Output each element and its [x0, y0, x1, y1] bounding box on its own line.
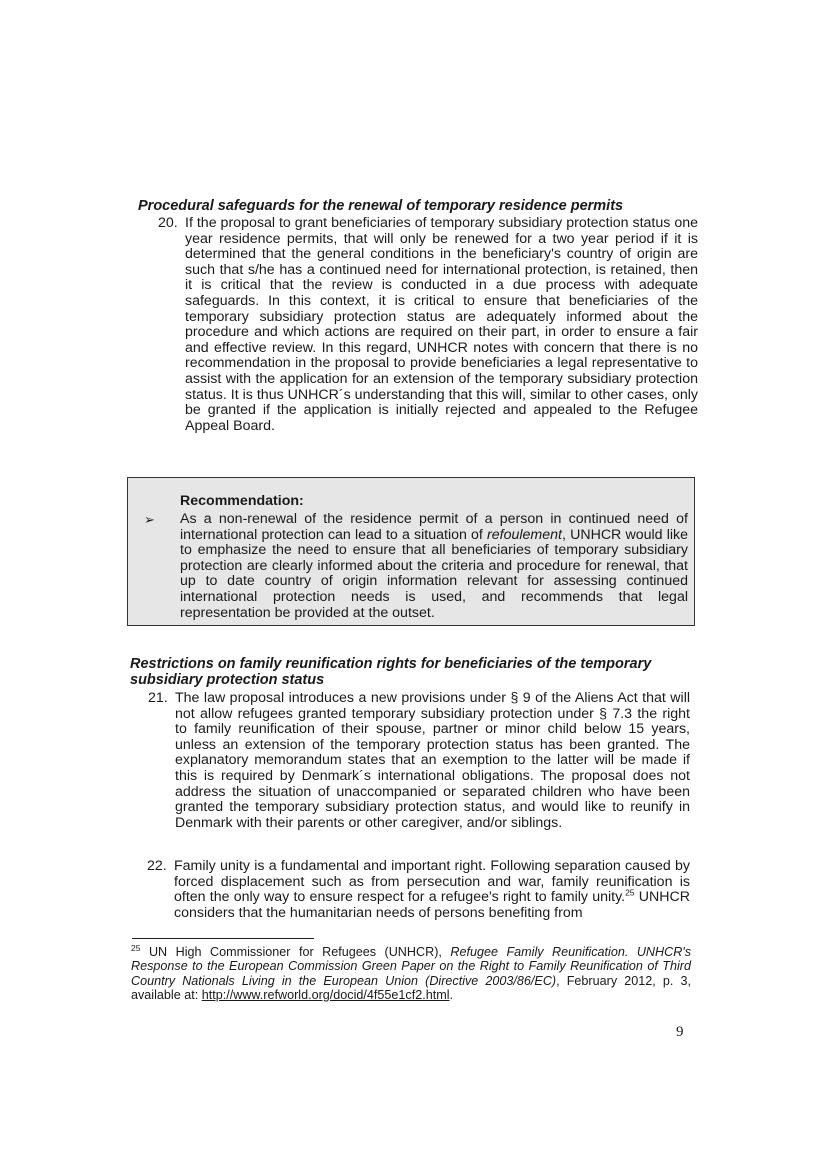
footnote-link[interactable]: http://www.refworld.org/docid/4f55e1cf2.html — [201, 987, 450, 1002]
footnote-reference[interactable]: 25 — [625, 887, 635, 898]
footnote-divider — [132, 938, 314, 939]
section-heading-procedural-safeguards: Procedural safeguards for the renewal of temporary residence permits — [138, 198, 624, 214]
footnote-text: . — [449, 987, 454, 1002]
page-number: 9 — [676, 1024, 684, 1040]
paragraph-22 — [147, 858, 690, 921]
paragraph-20 — [158, 215, 698, 434]
footnote-25 — [131, 942, 691, 1002]
paragraph-text: The law proposal introduces a new provisions under § 9 of the Aliens Act that will not allow refugees granted temporary subsidiary protection under § 7.3 the right to family reunification of their spouse, partner or minor child below 15 years, unless an extension of the temporary protection status has been granted. The explanatory memorandum states that an exemption to the latter will be made if this is required by Denmark´s international obligations. The proposal does not address the situation of unaccompanied or separated children who have been granted the temporary subsidiary protection status, and would like to reunify in Denmark with their parents or other caregiver, and/or siblings. — [175, 690, 690, 831]
footnote-text: UN High Commissioner for Refugees (UNHCR), — [140, 945, 451, 959]
footnote-text: , February 2012, p. 3, available at: — [131, 973, 691, 1002]
footnote-title: Refugee Family Reunification. UNHCR's Response to the European Commission Green Paper on the Right to Family Reunification of Third Country Nationals Living in the European Union (Directive 2003/86/EC) — [131, 945, 691, 988]
recommendation-text-part: As a non-renewal of the residence permit of a person in continued need of international protection can lead to a situation of — [180, 511, 688, 543]
recommendation-title: Recommendation: — [180, 493, 304, 509]
arrow-bullet-icon: ➢ — [144, 512, 155, 527]
recommendation-text — [180, 512, 688, 621]
paragraph-number: 22. — [147, 858, 167, 874]
paragraph-text: Family unity is a fundamental and important right. Following separation caused by forced displacement such as from persecution and war, family reunification is often the only way to ensure respect for a refugee's right to family unity. — [174, 858, 690, 906]
footnote-marker: 25 — [131, 942, 141, 953]
section-heading-family-reunification: Restrictions on family reunification rights for beneficiaries of the temporary subsidiary protection status — [130, 656, 652, 688]
recommendation-text-part: , UNHCR would like to emphasize the need to ensure that all beneficiaries of temporary subsidiary protection are clearly informed about the criteria and procedure for renewal, that up to date country of origin information relevant for assessing continued international protection needs is used, and recommends that legal representation be provided at the outset. — [180, 526, 688, 621]
paragraph-21 — [148, 690, 690, 831]
paragraph-text-continued: UNHCR considers that the humanitarian needs of persons benefiting from — [174, 889, 690, 921]
paragraph-number: 20. — [158, 215, 178, 231]
paragraph-text: If the proposal to grant beneficiaries of temporary subsidiary protection status one year residence permits, that will only be renewed for a two year period if it is determined that the general conditions in the beneficiary's country of origin are such that s/he has a continued need for international protection, is retained, then it is critical that the review is conducted in a due process with adequate safeguards. In this context, it is critical to ensure that beneficiaries of the temporary subsidiary protection status are adequately informed about the procedure and which actions are required on their part, in order to ensure a fair and effective review. In this regard, UNHCR notes with concern that there is no recommendation in the proposal to provide beneficiaries a legal representative to assist with the application for an extension of the temporary subsidiary protection status. It is thus UNHCR´s understanding that this will, similar to other cases, only be granted if the application is initially rejected and appealed to the Refugee Appeal Board. — [185, 215, 698, 434]
paragraph-number: 21. — [148, 690, 168, 706]
recommendation-italic-term: refoulement — [487, 526, 562, 543]
recommendation-box — [127, 477, 695, 626]
